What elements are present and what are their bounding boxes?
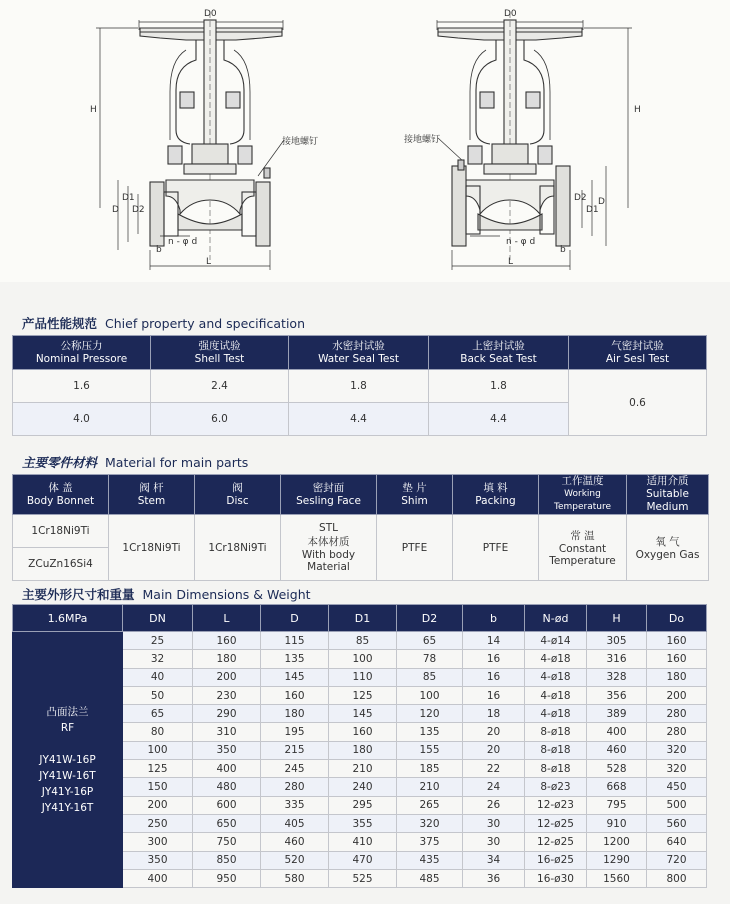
materials-section-title xyxy=(22,453,248,471)
table-cell: 250 xyxy=(123,814,193,832)
table-cell: 480 xyxy=(193,778,261,796)
table-cell: 500 xyxy=(647,796,707,814)
model-line: JY41W-16P xyxy=(39,753,96,766)
table-cell: 12-ø23 xyxy=(525,796,587,814)
table-cell: 24 xyxy=(463,778,525,796)
table-cell: 18 xyxy=(463,705,525,723)
dimensions-header-cell: 1.6MPa xyxy=(13,605,123,632)
table-cell: 4-ø18 xyxy=(525,650,587,668)
table-cell: 389 xyxy=(587,705,647,723)
table-cell: 155 xyxy=(397,741,463,759)
table-cell: 65 xyxy=(123,705,193,723)
right-do-label: D0 xyxy=(504,9,517,19)
table-cell: 20 xyxy=(463,723,525,741)
table-cell: 4-ø18 xyxy=(525,705,587,723)
table-cell: 16-ø25 xyxy=(525,851,587,869)
dimensions-header-cell: b xyxy=(463,605,525,632)
table-cell: 4.4 xyxy=(289,403,429,436)
table-cell: 16 xyxy=(463,686,525,704)
table-cell: 180 xyxy=(329,741,397,759)
table-cell: 1200 xyxy=(587,833,647,851)
table-cell: 4.0 xyxy=(13,403,151,436)
table-cell: 85 xyxy=(397,668,463,686)
table-cell: 320 xyxy=(647,760,707,778)
right-d-label: D xyxy=(598,197,605,207)
table-cell: 460 xyxy=(261,833,329,851)
dimensions-title-en: Main Dimensions & Weight xyxy=(142,587,311,602)
table-cell: 160 xyxy=(647,632,707,650)
table-cell: 375 xyxy=(397,833,463,851)
table-cell: 160 xyxy=(647,650,707,668)
table-cell: 65 xyxy=(397,632,463,650)
table-cell: 350 xyxy=(123,851,193,869)
table-cell: 1.6 xyxy=(13,370,151,403)
table-cell: 8-ø23 xyxy=(525,778,587,796)
dimensions-header-cell: N-ød xyxy=(525,605,587,632)
table-cell: 640 xyxy=(647,833,707,851)
table-cell: 800 xyxy=(647,869,707,887)
right-h-label: H xyxy=(634,105,641,115)
table-cell: 110 xyxy=(329,668,397,686)
table-cell: 525 xyxy=(329,869,397,887)
dimensions-header-cell: D2 xyxy=(397,605,463,632)
table-cell: 520 xyxy=(261,851,329,869)
valve-drawings-svg xyxy=(0,0,730,282)
materials-table xyxy=(12,474,709,581)
left-do-label: D0 xyxy=(204,9,217,19)
stem-material: 1Cr18Ni9Ti xyxy=(109,515,195,581)
table-cell: 8-ø18 xyxy=(525,741,587,759)
table-cell: 2.4 xyxy=(151,370,289,403)
property-header-cell: 强度试验 Shell Test xyxy=(151,336,289,370)
table-cell: 180 xyxy=(647,668,707,686)
table-cell: 16-ø30 xyxy=(525,869,587,887)
table-cell: 25 xyxy=(123,632,193,650)
table-cell: 20 xyxy=(463,741,525,759)
table-cell: 950 xyxy=(193,869,261,887)
table-cell: 355 xyxy=(329,814,397,832)
table-cell: 356 xyxy=(587,686,647,704)
table-cell: 580 xyxy=(261,869,329,887)
disc-material: 1Cr18Ni9Ti xyxy=(195,515,281,581)
dimensions-header-cell: Do xyxy=(647,605,707,632)
table-row xyxy=(13,370,707,403)
table-cell: 400 xyxy=(123,869,193,887)
left-bolt-label: 接地螺钉 xyxy=(282,137,319,147)
dimensions-header-cell: DN xyxy=(123,605,193,632)
suitable-medium: 氧 气 Oxygen Gas xyxy=(627,515,709,581)
table-cell: 650 xyxy=(193,814,261,832)
table-cell: 26 xyxy=(463,796,525,814)
model-cell xyxy=(13,632,123,888)
table-cell: 215 xyxy=(261,741,329,759)
table-cell: 460 xyxy=(587,741,647,759)
table-cell: 145 xyxy=(261,668,329,686)
table-cell: 8-ø18 xyxy=(525,723,587,741)
materials-header-row xyxy=(13,475,709,515)
table-cell: 1.8 xyxy=(429,370,569,403)
table-cell: 328 xyxy=(587,668,647,686)
table-cell: 160 xyxy=(329,723,397,741)
table-cell: 290 xyxy=(193,705,261,723)
table-cell: 435 xyxy=(397,851,463,869)
shim-material: PTFE xyxy=(377,515,453,581)
table-cell: 210 xyxy=(329,760,397,778)
dimensions-header-cell: D xyxy=(261,605,329,632)
table-cell: 4-ø18 xyxy=(525,686,587,704)
table-cell: 560 xyxy=(647,814,707,832)
table-cell: 750 xyxy=(193,833,261,851)
table-cell: 145 xyxy=(329,705,397,723)
table-cell: 320 xyxy=(397,814,463,832)
body-material-1: 1Cr18Ni9Ti xyxy=(13,515,109,548)
dimensions-table xyxy=(12,604,707,888)
dimensions-header-cell: H xyxy=(587,605,647,632)
dimensions-section-title xyxy=(22,585,311,603)
table-cell: 36 xyxy=(463,869,525,887)
table-cell: 160 xyxy=(193,632,261,650)
table-cell: 1290 xyxy=(587,851,647,869)
right-d1-label: D1 xyxy=(586,205,599,215)
right-nd-label: n - φ d xyxy=(506,237,536,247)
table-cell: 22 xyxy=(463,760,525,778)
property-section-title xyxy=(22,314,305,332)
body-material-2: ZCuZn16Si4 xyxy=(13,548,109,581)
table-cell: 100 xyxy=(123,741,193,759)
materials-header-cell: 阀 杆 Stem xyxy=(109,475,195,515)
table-cell: 280 xyxy=(647,723,707,741)
model-line: JY41W-16T xyxy=(39,769,96,782)
table-cell: 125 xyxy=(329,686,397,704)
table-row xyxy=(13,515,709,548)
model-line: JY41Y-16P xyxy=(41,785,94,798)
table-cell: 195 xyxy=(261,723,329,741)
table-cell: 230 xyxy=(193,686,261,704)
table-cell: 335 xyxy=(261,796,329,814)
property-header-cell: 上密封试验 Back Seat Test xyxy=(429,336,569,370)
materials-header-cell: 阀 Disc xyxy=(195,475,281,515)
left-valve-drawing xyxy=(96,12,284,270)
left-b-label: b xyxy=(156,245,162,255)
property-title-en: Chief property and specification xyxy=(105,316,305,331)
table-cell: 310 xyxy=(193,723,261,741)
table-cell: 135 xyxy=(397,723,463,741)
table-cell: 125 xyxy=(123,760,193,778)
left-nd-label: n - φ d xyxy=(168,237,198,247)
table-cell: 16 xyxy=(463,668,525,686)
table-cell: 12-ø25 xyxy=(525,833,587,851)
table-cell: 200 xyxy=(647,686,707,704)
table-cell: 400 xyxy=(193,760,261,778)
right-b-label: b xyxy=(560,245,566,255)
valve-drawing xyxy=(0,0,730,282)
property-header-cell: 水密封试验 Water Seal Test xyxy=(289,336,429,370)
table-cell: 280 xyxy=(647,705,707,723)
table-cell: 600 xyxy=(193,796,261,814)
property-header-cell: 公称压力 Nominal Pressore xyxy=(13,336,151,370)
table-cell: 280 xyxy=(261,778,329,796)
table-cell: 210 xyxy=(397,778,463,796)
model-line: RF xyxy=(60,721,75,734)
property-header-row xyxy=(13,336,707,370)
right-d2-label: D2 xyxy=(574,193,587,203)
table-cell: 115 xyxy=(261,632,329,650)
table-cell: 910 xyxy=(587,814,647,832)
table-cell: 410 xyxy=(329,833,397,851)
table-cell: 245 xyxy=(261,760,329,778)
model-line: 凸面法兰 xyxy=(46,705,89,718)
table-cell: 185 xyxy=(397,760,463,778)
table-cell: 160 xyxy=(261,686,329,704)
table-cell: 1.8 xyxy=(289,370,429,403)
model-line xyxy=(13,736,122,752)
table-cell: 405 xyxy=(261,814,329,832)
materials-header-cell: 适用介质 Suitable Medium xyxy=(627,475,709,515)
table-cell: 265 xyxy=(397,796,463,814)
property-table xyxy=(12,335,707,436)
table-cell: 485 xyxy=(397,869,463,887)
table-cell: 50 xyxy=(123,686,193,704)
table-cell: 14 xyxy=(463,632,525,650)
dimensions-title-zh: 主要外形尺寸和重量 xyxy=(22,587,135,602)
air-seal-value: 0.6 xyxy=(569,370,707,436)
table-cell: 6.0 xyxy=(151,403,289,436)
table-cell: 100 xyxy=(329,650,397,668)
right-l-label: L xyxy=(508,257,514,267)
table-cell: 32 xyxy=(123,650,193,668)
table-cell: 470 xyxy=(329,851,397,869)
table-cell: 795 xyxy=(587,796,647,814)
right-bolt-label: 接地螺钉 xyxy=(404,135,441,145)
table-cell: 200 xyxy=(123,796,193,814)
table-cell: 180 xyxy=(193,650,261,668)
table-cell: 320 xyxy=(647,741,707,759)
right-valve-drawing xyxy=(437,12,632,270)
dimensions-header-row xyxy=(13,605,707,632)
table-cell: 85 xyxy=(329,632,397,650)
left-d2-label: D2 xyxy=(132,205,145,215)
left-l-label: L xyxy=(206,257,212,267)
materials-header-cell: 体 盖 Body Bonnet xyxy=(13,475,109,515)
table-row xyxy=(13,632,707,650)
table-cell: 4-ø14 xyxy=(525,632,587,650)
table-cell: 316 xyxy=(587,650,647,668)
materials-header-cell: 垫 片 Shim xyxy=(377,475,453,515)
dimensions-header-cell: D1 xyxy=(329,605,397,632)
table-cell: 16 xyxy=(463,650,525,668)
table-cell: 295 xyxy=(329,796,397,814)
left-d-label: D xyxy=(112,205,119,215)
table-cell: 1560 xyxy=(587,869,647,887)
property-header-cell: 气密封试验 Air Sesl Test xyxy=(569,336,707,370)
table-cell: 300 xyxy=(123,833,193,851)
table-cell: 450 xyxy=(647,778,707,796)
table-cell: 4-ø18 xyxy=(525,668,587,686)
table-cell: 100 xyxy=(397,686,463,704)
table-cell: 120 xyxy=(397,705,463,723)
packing-material: PTFE xyxy=(453,515,539,581)
table-cell: 4.4 xyxy=(429,403,569,436)
table-cell: 528 xyxy=(587,760,647,778)
model-line: JY41Y-16T xyxy=(41,801,94,814)
table-cell: 200 xyxy=(193,668,261,686)
property-title-zh: 产品性能规范 xyxy=(22,316,98,331)
table-cell: 350 xyxy=(193,741,261,759)
dimensions-header-cell: L xyxy=(193,605,261,632)
table-cell: 30 xyxy=(463,833,525,851)
table-cell: 80 xyxy=(123,723,193,741)
table-cell: 850 xyxy=(193,851,261,869)
table-cell: 30 xyxy=(463,814,525,832)
table-cell: 40 xyxy=(123,668,193,686)
table-cell: 150 xyxy=(123,778,193,796)
table-cell: 78 xyxy=(397,650,463,668)
table-cell: 8-ø18 xyxy=(525,760,587,778)
table-cell: 180 xyxy=(261,705,329,723)
table-cell: 240 xyxy=(329,778,397,796)
left-h-label: H xyxy=(90,105,97,115)
table-cell: 135 xyxy=(261,650,329,668)
table-cell: 668 xyxy=(587,778,647,796)
table-cell: 12-ø25 xyxy=(525,814,587,832)
table-cell: 34 xyxy=(463,851,525,869)
materials-header-cell: 密封面 Sesling Face xyxy=(281,475,377,515)
seal-material: STL 本体材质 With body Material xyxy=(281,515,377,581)
table-cell: 400 xyxy=(587,723,647,741)
materials-title-zh: 主要零件材料 xyxy=(22,455,98,470)
materials-header-cell: 填 料 Packing xyxy=(453,475,539,515)
left-d1-label: D1 xyxy=(122,193,135,203)
table-cell: 305 xyxy=(587,632,647,650)
materials-title-en: Material for main parts xyxy=(105,455,249,470)
working-temperature: 常 温 Constant Temperature xyxy=(539,515,627,581)
table-cell: 720 xyxy=(647,851,707,869)
materials-header-cell: 工作温度 Working Temperature xyxy=(539,475,627,515)
